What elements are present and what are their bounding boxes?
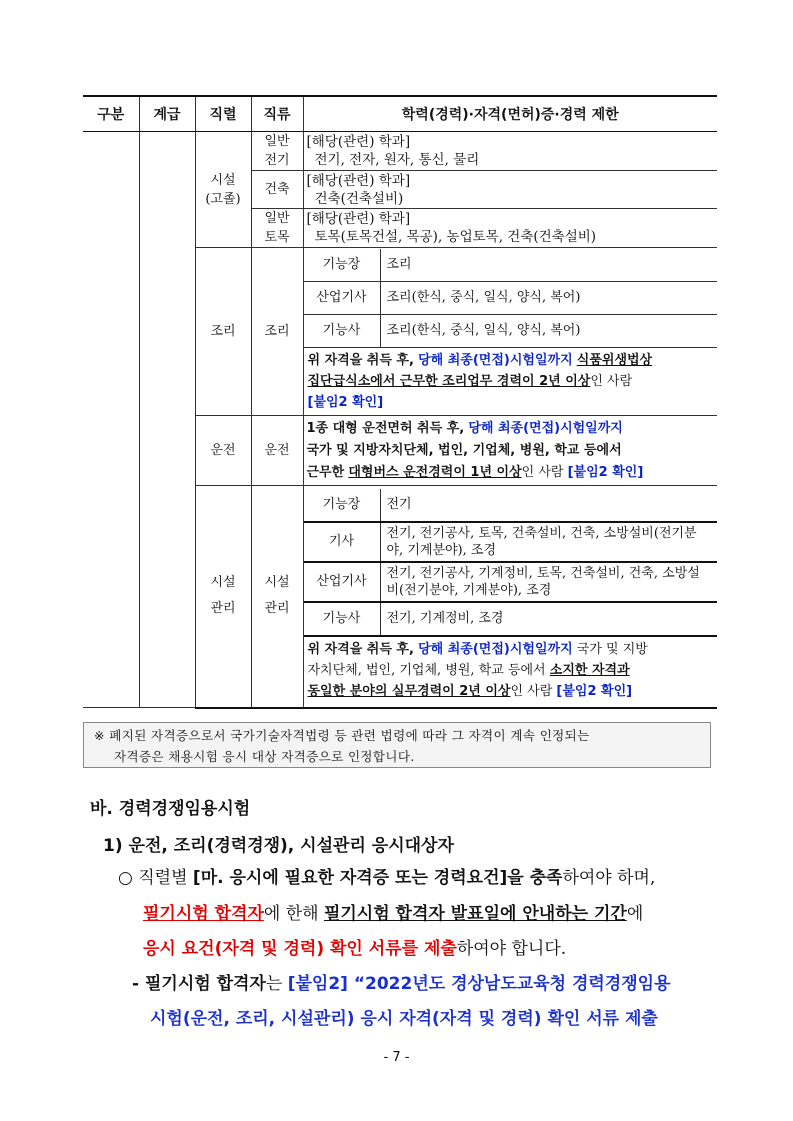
class-architecture: 건축: [251, 171, 303, 209]
driving-requirements: 1종 대형 운전면허 취득 후, 당해 최종(면접)시험일까지 국가 및 지방자치단체, 법인, 기업체, 병원, 학교 등에서 근무한 대형버스 운전경력이 1년 이상인 사람 [붙임2 확인]: [303, 416, 717, 486]
footnote-box: [83, 722, 711, 768]
class-general-civil: 일반 토목: [251, 209, 303, 248]
footnote-line-2: 자격증은 채용시험 응시 대상 자격증으로 인정합니다.: [114, 749, 415, 764]
cooking-cert-table: [304, 249, 718, 348]
cooking-condition: 위 자격을 취득 후, 당해 최종(면접)시험일까지 식품위생법상 집단급식소에서 근무한 조리업무 경력이 2년 이상인 사람 [붙임2 확인]: [307, 352, 653, 410]
cert-row: 기능장 전기: [304, 489, 718, 522]
class-facility-mgmt: 시설 관리: [251, 486, 303, 708]
class-cooking: 조리: [251, 248, 303, 416]
cert-row: 산업기사 조리(한식, 중식, 일식, 양식, 복어): [304, 281, 718, 314]
electric-requirements: [해당(관련) 학과] 전기, 전자, 원자, 통신, 물리: [303, 132, 717, 171]
grade-cell: [139, 132, 195, 708]
cert-row: 기능사 조리(한식, 중식, 일식, 양식, 복어): [304, 314, 718, 347]
class-driving: 운전: [251, 416, 303, 486]
table-row: [83, 132, 717, 171]
header-restrictions: 학력(경력)·자격(면허)증·경력 제한: [303, 96, 717, 132]
paragraph-line-3: 응시 요건(자격 및 경력) 확인 서류를 제출하여야 합니다.: [143, 939, 567, 959]
series-cooking: 조리: [195, 248, 251, 416]
class-general-electric: 일반 전기: [251, 132, 303, 171]
facility-requirements: [303, 486, 717, 708]
paragraph-line-5: 시험(운전, 조리, 시설관리) 응시 자격(자격 및 경력) 확인 서류 제출: [150, 1009, 658, 1029]
header-class: 직류: [251, 96, 303, 132]
section-title: 바. 경력경쟁임용시험: [90, 799, 251, 819]
facility-condition: 위 자격을 취득 후, 당해 최종(면접)시험일까지 국가 및 지방 자치단체, 법인, 기업체, 병원, 학교 등에서 소지한 자격과 동일한 분야의 실무경력이 2년 이상인 사람 [붙임2 확인]: [307, 641, 648, 699]
cert-row: 기능사 전기, 기계정비, 조경: [304, 602, 718, 636]
table-header-row: [83, 96, 717, 132]
header-category: 구분: [83, 96, 139, 132]
page-number: - 7 -: [383, 1050, 410, 1065]
architecture-requirements: [해당(관련) 학과] 건축(건축설비): [303, 171, 717, 209]
subsection-title: 1) 운전, 조리(경력경쟁), 시설관리 응시대상자: [103, 836, 454, 856]
category-cell: [83, 132, 139, 708]
cooking-requirements: [303, 248, 717, 416]
paragraph-line-1: ○ 직렬별 [마. 응시에 필요한 자격증 또는 경력요건]을 충족하여야 하며,: [118, 868, 656, 888]
footnote-line-1: ※ 폐지된 자격증으로서 국가기술자격법령 등 관련 법령에 따라 그 자격이 계속 인정되는: [94, 728, 590, 743]
paragraph-line-2: 필기시험 합격자에 한해 필기시험 합격자 발표일에 안내하는 기간에: [143, 904, 644, 924]
paragraph-line-4: - 필기시험 합격자는 [붙임2] “2022년도 경상남도교육청 경력경쟁임용: [132, 974, 671, 994]
qualification-table: [83, 95, 717, 709]
civil-requirements: [해당(관련) 학과] 토목(토목건설, 목공), 농업토목, 건축(건축설비): [303, 209, 717, 248]
series-facility-mgmt: 시설 관리: [195, 486, 251, 708]
cert-row: 기능장 조리: [304, 249, 718, 282]
facility-cert-table: [304, 489, 718, 637]
header-series: 직렬: [195, 96, 251, 132]
series-facility-hs: 시설 (고졸): [195, 132, 251, 248]
cert-row: 기사 전기, 전기공사, 토목, 건축설비, 건축, 소방설비(전기분야, 기계분야), 조경: [304, 522, 718, 562]
series-driving: 운전: [195, 416, 251, 486]
header-grade: 계급: [139, 96, 195, 132]
cert-row: 산업기사 전기, 전기공사, 기계정비, 토목, 건축설비, 건축, 소방설비(전기분야, 기계분야), 조경: [304, 562, 718, 602]
